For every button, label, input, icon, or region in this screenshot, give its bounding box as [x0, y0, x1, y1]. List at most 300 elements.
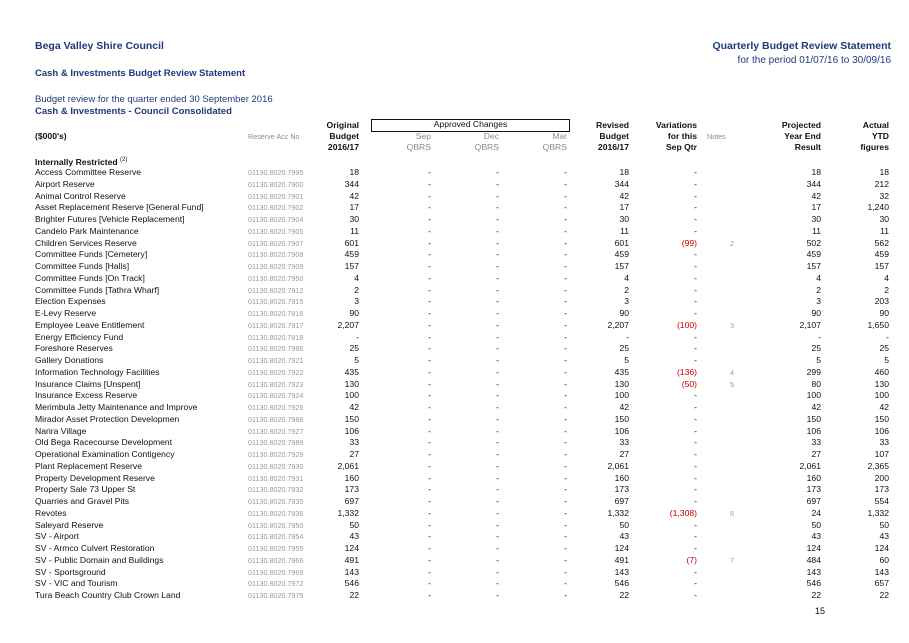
cell-reserve-name: Property Development Reserve — [35, 472, 155, 483]
cell-actual-ytd: 1,332 — [867, 507, 889, 518]
cell-actual-ytd: 106 — [874, 425, 889, 436]
table-row — [0, 390, 909, 401]
col-original-2: Budget — [329, 131, 359, 141]
cell-projected-result: 546 — [806, 578, 821, 589]
cell-dec-qbrs: - — [496, 214, 499, 224]
cell-dec-qbrs: - — [496, 590, 499, 600]
cell-mar-qbrs: - — [564, 578, 567, 589]
cell-reserve-acc: 01130.8020.7922 — [248, 367, 304, 377]
table-row — [0, 249, 909, 260]
cell-revised-budget: 150 — [614, 413, 629, 424]
cell-dec-qbrs: - — [496, 272, 499, 283]
table-row — [0, 308, 909, 319]
cell-variation: - — [694, 590, 697, 600]
cell-dec-qbrs: - — [496, 472, 499, 483]
cell-variation: - — [694, 308, 697, 318]
cell-dec-qbrs: - — [496, 413, 499, 424]
cell-revised-budget: 42 — [619, 402, 629, 412]
cell-revised-budget: 2,061 — [607, 460, 629, 471]
col-mar-1: Mar — [552, 131, 567, 141]
cell-original-budget: 17 — [349, 202, 359, 213]
cell-dec-qbrs: - — [496, 284, 499, 295]
cell-sep-qbrs: - — [428, 167, 431, 177]
cell-reserve-name: Election Expenses — [35, 296, 106, 307]
cell-original-budget: 2,061 — [337, 460, 359, 471]
cell-sep-qbrs: - — [428, 554, 431, 565]
cell-variation: - — [694, 190, 697, 201]
cell-original-budget: 601 — [344, 237, 359, 248]
table-row — [0, 343, 909, 354]
cell-revised-budget: 459 — [614, 249, 629, 260]
cell-sep-qbrs: - — [428, 261, 431, 271]
table-row — [0, 567, 909, 578]
cell-sep-qbrs: - — [428, 566, 431, 577]
cell-mar-qbrs: - — [564, 190, 567, 201]
cell-sep-qbrs: - — [428, 402, 431, 412]
cell-original-budget: 100 — [344, 390, 359, 401]
cell-sep-qbrs: - — [428, 319, 431, 330]
cell-sep-qbrs: - — [428, 355, 431, 365]
table-row — [0, 449, 909, 460]
cell-sep-qbrs: - — [428, 237, 431, 248]
cell-reserve-name: Airport Reserve — [35, 178, 95, 189]
table-row — [0, 261, 909, 272]
cell-reserve-name: Tura Beach Country Club Crown Land — [35, 590, 181, 600]
cell-sep-qbrs: - — [428, 449, 431, 459]
cell-projected-result: 124 — [806, 543, 821, 553]
table-row — [0, 191, 909, 202]
cell-sep-qbrs: - — [428, 343, 431, 354]
col-original-3: 2016/17 — [327, 142, 359, 152]
cell-original-budget: 25 — [349, 343, 359, 354]
cell-original-budget: 2 — [354, 284, 359, 295]
cell-original-budget: 124 — [344, 543, 359, 553]
cell-projected-result: 2 — [816, 284, 821, 295]
cell-dec-qbrs: - — [496, 202, 499, 213]
cell-reserve-name: Committee Funds [Halls] — [35, 261, 130, 271]
cell-mar-qbrs: - — [564, 437, 567, 448]
cell-mar-qbrs: - — [564, 225, 567, 236]
section-label — [35, 155, 127, 168]
cell-note: 5 — [730, 379, 734, 389]
cell-sep-qbrs: - — [428, 496, 431, 506]
cell-revised-budget: 27 — [619, 449, 629, 459]
cell-reserve-name: E-Levy Reserve — [35, 308, 97, 318]
cell-dec-qbrs: - — [496, 319, 499, 330]
cell-variation: - — [694, 225, 697, 236]
section-label-sup: (2) — [120, 157, 128, 163]
col-dec-1: Dec — [483, 131, 499, 141]
cell-actual-ytd: 4 — [884, 272, 889, 283]
cell-reserve-acc: 01130.8020.7988 — [248, 414, 304, 424]
cell-reserve-acc: 01130.8020.7950 — [248, 273, 304, 283]
cell-variation: - — [694, 472, 697, 483]
org-name: Bega Valley Shire Council — [35, 40, 164, 52]
cell-variation: - — [694, 460, 697, 471]
cell-variation: - — [694, 425, 697, 436]
cell-variation: - — [694, 543, 697, 553]
table-row — [0, 426, 909, 437]
cell-variation: - — [694, 531, 697, 542]
cell-revised-budget: 130 — [614, 378, 629, 389]
cell-variation: - — [694, 437, 697, 448]
cell-actual-ytd: 30 — [879, 214, 889, 224]
cell-reserve-name: Saleyard Reserve — [35, 519, 104, 530]
cell-projected-result: 100 — [806, 390, 821, 401]
cell-reserve-acc: 01130.8020.7936 — [248, 508, 304, 518]
col-variations-2: for this — [667, 131, 697, 141]
cell-mar-qbrs: - — [564, 202, 567, 213]
table-row — [0, 273, 909, 284]
cell-reserve-name: Information Technology Facilities — [35, 366, 160, 377]
cell-actual-ytd: 22 — [879, 590, 889, 600]
cell-original-budget: 546 — [344, 578, 359, 589]
table-row — [0, 578, 909, 589]
cell-projected-result: 80 — [811, 378, 821, 389]
table-row — [0, 332, 909, 343]
cell-mar-qbrs: - — [564, 261, 567, 271]
cell-actual-ytd: 143 — [874, 566, 889, 577]
cell-sep-qbrs: - — [428, 249, 431, 260]
cell-mar-qbrs: - — [564, 590, 567, 600]
cell-dec-qbrs: - — [496, 437, 499, 448]
report-title: Quarterly Budget Review Statement — [712, 40, 891, 52]
cell-projected-result: 25 — [811, 343, 821, 354]
table-row — [0, 285, 909, 296]
cell-reserve-name: Revotes — [35, 507, 67, 518]
cell-original-budget: 435 — [344, 366, 359, 377]
cell-original-budget: 42 — [349, 190, 359, 201]
cell-dec-qbrs: - — [496, 167, 499, 177]
cell-dec-qbrs: - — [496, 425, 499, 436]
cell-mar-qbrs: - — [564, 308, 567, 318]
cell-reserve-name: Old Bega Racecourse Development — [35, 437, 173, 448]
cell-reserve-name: Gallery Donations — [35, 355, 104, 365]
cell-mar-qbrs: - — [564, 531, 567, 542]
cell-dec-qbrs: - — [496, 261, 499, 271]
cell-actual-ytd: 200 — [874, 472, 889, 483]
cell-dec-qbrs: - — [496, 237, 499, 248]
cell-projected-result: 5 — [816, 355, 821, 365]
cell-sep-qbrs: - — [428, 460, 431, 471]
cell-variation: - — [694, 284, 697, 295]
cell-mar-qbrs: - — [564, 355, 567, 365]
cell-revised-budget: 22 — [619, 590, 629, 600]
cell-variation: - — [694, 496, 697, 506]
cell-variation: - — [694, 566, 697, 577]
table-row — [0, 214, 909, 225]
cell-actual-ytd: 124 — [874, 543, 889, 553]
table-row — [0, 167, 909, 178]
cell-reserve-name: SV - VIC and Tourism — [35, 578, 118, 589]
cell-sep-qbrs: - — [428, 425, 431, 436]
cell-mar-qbrs: - — [564, 214, 567, 224]
cell-mar-qbrs: - — [564, 449, 567, 459]
units-label: ($000's) — [35, 131, 67, 141]
cell-variation: - — [694, 413, 697, 424]
cell-variation: (136) — [676, 366, 697, 377]
cell-reserve-acc: 01130.8020.7989 — [248, 438, 304, 448]
cell-reserve-name: SV - Airport — [35, 531, 79, 542]
cell-mar-qbrs: - — [564, 460, 567, 471]
cell-actual-ytd: 43 — [879, 531, 889, 542]
cell-mar-qbrs: - — [564, 331, 567, 342]
cell-reserve-name: Brighter Futures [Vehicle Replacement] — [35, 214, 185, 224]
cell-mar-qbrs: - — [564, 402, 567, 412]
col-actual-2: YTD — [871, 131, 889, 141]
cell-reserve-name: Plant Replacement Reserve — [35, 460, 142, 471]
cell-projected-result: 43 — [811, 531, 821, 542]
table-row — [0, 320, 909, 331]
page-number: 15 — [815, 606, 826, 616]
cell-actual-ytd: 18 — [879, 167, 889, 177]
col-actual-1: Actual — [862, 120, 889, 130]
cell-mar-qbrs: - — [564, 167, 567, 177]
cell-reserve-name: Operational Examination Contigency — [35, 449, 175, 459]
cell-reserve-acc: 01130.8020.7918 — [248, 332, 304, 342]
cell-reserve-acc: 01130.8020.7969 — [248, 567, 304, 577]
cell-mar-qbrs: - — [564, 554, 567, 565]
cell-sep-qbrs: - — [428, 214, 431, 224]
cell-reserve-acc: 01130.8020.7932 — [248, 485, 304, 495]
cell-variation: - — [694, 484, 697, 495]
cell-projected-result: 502 — [806, 237, 821, 248]
cell-mar-qbrs: - — [564, 284, 567, 295]
cell-reserve-name: Mirador Asset Protection Developmen — [35, 413, 180, 424]
cell-dec-qbrs: - — [496, 554, 499, 565]
cell-actual-ytd: 460 — [874, 366, 889, 377]
cell-revised-budget: 30 — [619, 214, 629, 224]
cell-actual-ytd: 33 — [879, 437, 889, 448]
cell-actual-ytd: 203 — [874, 296, 889, 307]
cell-projected-result: 484 — [806, 554, 821, 565]
cell-mar-qbrs: - — [564, 413, 567, 424]
cell-reserve-acc: 01130.8020.7975 — [248, 591, 304, 600]
cell-reserve-acc: 01130.8020.7995 — [248, 168, 304, 177]
cell-reserve-name: Children Services Reserve — [35, 237, 137, 248]
col-dec-2: QBRS — [474, 142, 499, 152]
cell-variation: - — [694, 178, 697, 189]
cell-projected-result: 50 — [811, 519, 821, 530]
cell-reserve-acc: 01130.8020.7927 — [248, 426, 304, 436]
cell-revised-budget: 33 — [619, 437, 629, 448]
cell-mar-qbrs: - — [564, 496, 567, 506]
cell-actual-ytd: 459 — [874, 249, 889, 260]
cell-mar-qbrs: - — [564, 237, 567, 248]
cell-reserve-acc: 01130.8020.7926 — [248, 403, 304, 412]
cell-projected-result: 106 — [806, 425, 821, 436]
cell-reserve-acc: 01130.8020.7904 — [248, 215, 304, 224]
cell-reserve-acc: 01130.8020.7930 — [248, 461, 304, 471]
cell-actual-ytd: 2 — [884, 284, 889, 295]
cell-dec-qbrs: - — [496, 378, 499, 389]
cell-revised-budget: 546 — [614, 578, 629, 589]
cell-original-budget: - — [356, 331, 359, 342]
cell-dec-qbrs: - — [496, 249, 499, 260]
review-line: Budget review for the quarter ended 30 September 2016 — [35, 94, 273, 105]
cell-projected-result: 42 — [811, 402, 821, 412]
cell-dec-qbrs: - — [496, 190, 499, 201]
cell-dec-qbrs: - — [496, 484, 499, 495]
cell-actual-ytd: 157 — [874, 261, 889, 271]
cell-sep-qbrs: - — [428, 202, 431, 213]
cell-reserve-name: Committee Funds [On Track] — [35, 272, 145, 283]
cell-projected-result: - — [818, 331, 821, 342]
cell-revised-budget: 435 — [614, 366, 629, 377]
cell-variation: - — [694, 214, 697, 224]
report-period: for the period 01/07/16 to 30/09/16 — [737, 55, 891, 66]
cell-original-budget: 30 — [349, 214, 359, 224]
cell-dec-qbrs: - — [496, 507, 499, 518]
cell-variation: - — [694, 296, 697, 307]
cell-revised-budget: 43 — [619, 531, 629, 542]
table-row — [0, 414, 909, 425]
cell-original-budget: 18 — [349, 167, 359, 177]
cell-actual-ytd: 150 — [874, 413, 889, 424]
cell-reserve-name: Employee Leave Entitlement — [35, 319, 145, 330]
cell-projected-result: 27 — [811, 449, 821, 459]
cell-revised-budget: 50 — [619, 519, 629, 530]
cell-projected-result: 3 — [816, 296, 821, 307]
cell-dec-qbrs: - — [496, 343, 499, 354]
cell-reserve-name: Property Sale 73 Upper St — [35, 484, 136, 495]
cell-revised-budget: 124 — [614, 543, 629, 553]
cell-projected-result: 2,061 — [799, 460, 821, 471]
cell-projected-result: 459 — [806, 249, 821, 260]
cell-revised-budget: 491 — [614, 554, 629, 565]
cell-original-budget: 160 — [344, 472, 359, 483]
table-row — [0, 473, 909, 484]
cell-reserve-name: Animal Control Reserve — [35, 190, 126, 201]
cell-projected-result: 4 — [816, 272, 821, 283]
cell-sep-qbrs: - — [428, 519, 431, 530]
table-row — [0, 379, 909, 390]
table-row — [0, 461, 909, 472]
cell-revised-budget: 106 — [614, 425, 629, 436]
cell-variation: - — [694, 202, 697, 213]
cell-original-budget: 2,207 — [337, 319, 359, 330]
cell-dec-qbrs: - — [496, 531, 499, 542]
cell-revised-budget: 173 — [614, 484, 629, 495]
cell-actual-ytd: 554 — [874, 496, 889, 506]
col-projected-2: Year End — [784, 131, 821, 141]
cell-revised-budget: - — [626, 331, 629, 342]
table-row — [0, 508, 909, 519]
cell-projected-result: 22 — [811, 590, 821, 600]
cell-original-budget: 33 — [349, 437, 359, 448]
cell-actual-ytd: 11 — [880, 225, 889, 236]
col-projected-3: Result — [794, 142, 821, 152]
cell-variation: - — [694, 449, 697, 459]
cell-actual-ytd: 25 — [879, 343, 889, 354]
cell-variation: (50) — [681, 378, 697, 389]
cell-revised-budget: 5 — [624, 355, 629, 365]
cell-sep-qbrs: - — [428, 378, 431, 389]
cell-dec-qbrs: - — [496, 566, 499, 577]
cell-note: 7 — [730, 555, 734, 565]
cell-original-budget: 491 — [344, 554, 359, 565]
cell-reserve-name: Committee Funds [Tathra Wharf] — [35, 284, 160, 295]
cell-reserve-acc: 01130.8020.7924 — [248, 391, 304, 401]
cell-reserve-acc: 01130.8020.7900 — [248, 179, 304, 189]
cell-original-budget: 697 — [344, 496, 359, 506]
cell-revised-budget: 1,332 — [607, 507, 629, 518]
cell-revised-budget: 42 — [619, 190, 629, 201]
col-approved-changes: Approved Changes — [433, 119, 508, 129]
cell-mar-qbrs: - — [564, 296, 567, 307]
cell-sep-qbrs: - — [428, 190, 431, 201]
cell-reserve-acc: 01130.8020.7901 — [248, 191, 304, 201]
cell-sep-qbrs: - — [428, 413, 431, 424]
cell-reserve-name: Insurance Claims [Unspent] — [35, 378, 141, 389]
cell-projected-result: 30 — [811, 214, 821, 224]
cell-revised-budget: 2 — [624, 284, 629, 295]
cell-revised-budget: 90 — [619, 308, 629, 318]
cell-original-budget: 3 — [354, 296, 359, 307]
cell-original-budget: 5 — [354, 355, 359, 365]
cell-projected-result: 24 — [811, 507, 821, 518]
col-reserve-acc: Reserve Acc No — [248, 132, 300, 141]
cell-sep-qbrs: - — [428, 178, 431, 189]
table-row — [0, 543, 909, 554]
cell-reserve-name: Energy Efficiency Fund — [35, 331, 124, 342]
col-revised-3: 2016/17 — [597, 142, 629, 152]
cell-actual-ytd: 1,650 — [867, 319, 889, 330]
cell-mar-qbrs: - — [564, 425, 567, 436]
col-actual-3: figures — [860, 142, 889, 152]
cell-original-budget: 42 — [349, 402, 359, 412]
cell-original-budget: 130 — [344, 378, 359, 389]
cell-projected-result: 33 — [811, 437, 821, 448]
cell-sep-qbrs: - — [428, 366, 431, 377]
col-original-1: Original — [326, 120, 359, 130]
cell-original-budget: 157 — [344, 261, 359, 271]
cell-projected-result: 143 — [806, 566, 821, 577]
cell-dec-qbrs: - — [496, 308, 499, 318]
cell-actual-ytd: 562 — [874, 237, 889, 248]
cell-reserve-acc: 01130.8020.7902 — [248, 203, 304, 213]
table-row — [0, 555, 909, 566]
cell-revised-budget: 17 — [619, 202, 629, 213]
col-variations-1: Variations — [655, 120, 697, 130]
cell-dec-qbrs: - — [496, 578, 499, 589]
cell-reserve-name: Candelo Park Maintenance — [35, 225, 139, 236]
cell-revised-budget: 100 — [614, 390, 629, 401]
cell-mar-qbrs: - — [564, 484, 567, 495]
cell-mar-qbrs: - — [564, 472, 567, 483]
cell-dec-qbrs: - — [496, 366, 499, 377]
col-sep-2: QBRS — [406, 142, 431, 152]
statement-title: Cash & Investments Budget Review Statement — [35, 68, 246, 79]
cell-sep-qbrs: - — [428, 308, 431, 318]
cell-original-budget: 459 — [344, 249, 359, 260]
cell-dec-qbrs: - — [496, 543, 499, 553]
section-label-text: Internally Restricted — [35, 156, 118, 167]
cell-sep-qbrs: - — [428, 284, 431, 295]
cell-reserve-acc: 01130.8020.7912 — [248, 285, 304, 295]
cell-original-budget: 106 — [344, 425, 359, 436]
cell-reserve-acc: 01130.8020.7923 — [248, 379, 304, 389]
cell-variation: (100) — [676, 319, 697, 330]
cell-projected-result: 42 — [811, 190, 821, 201]
cell-reserve-name: Insurance Excess Reserve — [35, 390, 138, 401]
cell-note: 4 — [730, 367, 734, 377]
cell-revised-budget: 344 — [614, 178, 629, 189]
cell-original-budget: 173 — [344, 484, 359, 495]
cell-reserve-acc: 01130.8020.7986 — [248, 344, 304, 354]
col-variations-3: Sep Qtr — [665, 142, 697, 152]
cell-projected-result: 157 — [806, 261, 821, 271]
